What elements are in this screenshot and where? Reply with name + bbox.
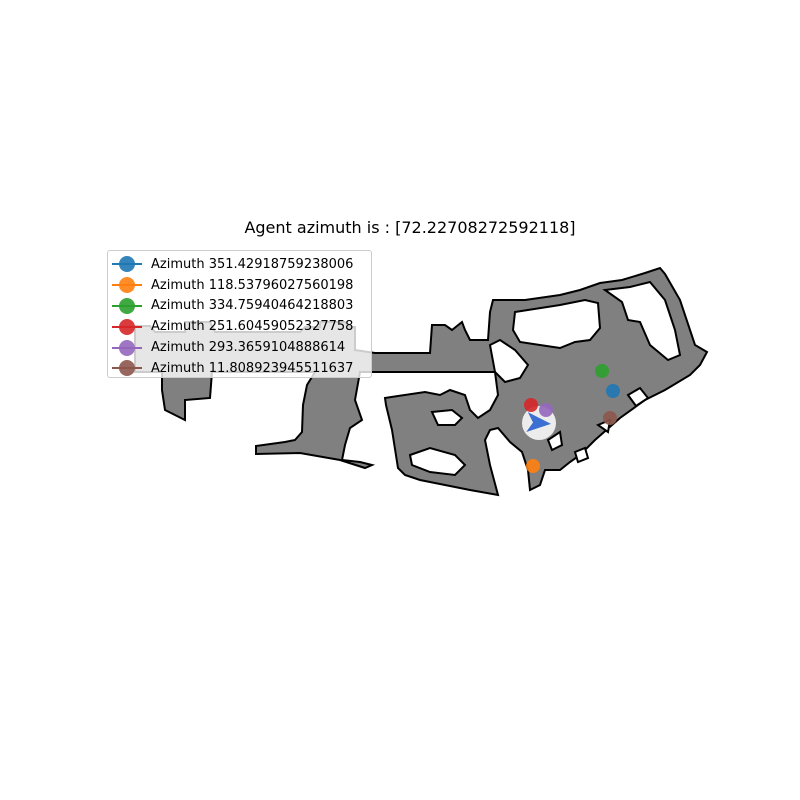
legend-marker-icon (112, 340, 142, 356)
legend-label: Azimuth 293.3659104888614 (151, 340, 346, 356)
legend-marker-icon (112, 360, 142, 376)
waypoint-azimuth-293 (539, 403, 553, 417)
figure-title: Agent azimuth is : [72.22708272592118] (244, 218, 576, 237)
legend-label: Azimuth 11.808923945511637 (151, 360, 354, 376)
waypoint-azimuth-118 (526, 459, 540, 473)
waypoint-azimuth-251 (524, 398, 538, 412)
legend-entry (112, 337, 371, 358)
legend (107, 250, 372, 378)
legend-marker-icon (112, 319, 142, 335)
waypoint-azimuth-11 (603, 411, 617, 425)
legend-label: Azimuth 334.75940464218803 (151, 298, 354, 314)
legend-marker-icon (112, 256, 142, 272)
legend-entry (112, 316, 371, 337)
legend-marker-icon (112, 298, 142, 314)
legend-marker-icon (112, 277, 142, 293)
legend-entry (112, 275, 371, 296)
waypoint-azimuth-334 (595, 364, 609, 378)
legend-label: Azimuth 118.53796027560198 (151, 277, 354, 293)
legend-entry (112, 296, 371, 317)
legend-label: Azimuth 251.60459052327758 (151, 319, 354, 335)
legend-entry (112, 254, 371, 275)
waypoint-azimuth-351 (606, 384, 620, 398)
legend-label: Azimuth 351.42918759238006 (151, 256, 354, 272)
legend-entry (112, 358, 371, 379)
